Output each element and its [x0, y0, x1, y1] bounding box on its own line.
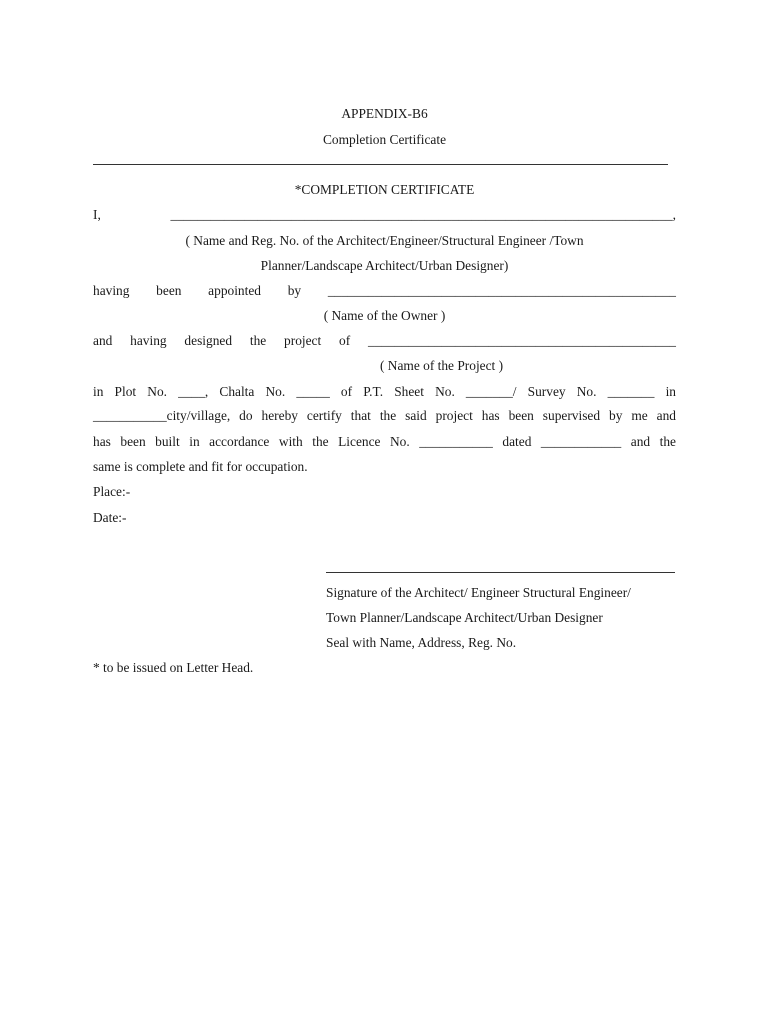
owner-line: having been appointed by ____________________________________________________: [93, 283, 676, 298]
project-line: and having designed the project of ______________________________________________: [93, 333, 676, 348]
document-subtitle: Completion Certificate: [322, 132, 447, 147]
completion-line: same is complete and fit for occupation.: [93, 459, 308, 474]
owner-note: ( Name of the Owner ): [323, 308, 446, 323]
licence-line: has been built in accordance with the Licence No. ___________ dated ____________ and the: [93, 434, 676, 449]
plot-line: in Plot No. ____, Chalta No. _____ of P.T. Sheet No. _______/ Survey No. _______ in: [93, 384, 676, 399]
city-line: ___________city/village, do hereby certify that the said project has been supervised by me and: [93, 408, 676, 423]
place-label: Place:-: [93, 484, 131, 499]
project-note: ( Name of the Project ): [380, 358, 504, 373]
signature-rule: [326, 572, 675, 573]
architect-name-note-cont: Planner/Landscape Architect/Urban Designer): [260, 258, 509, 273]
signature-caption-2: Town Planner/Landscape Architect/Urban Designer: [326, 610, 603, 625]
date-label: Date:-: [93, 510, 127, 525]
certificate-title: *COMPLETION CERTIFICATE: [294, 182, 475, 197]
architect-name-line: I, ___________________________________________________________________________,: [93, 207, 676, 222]
appendix-heading: APPENDIX-B6: [341, 106, 428, 121]
signature-caption-1: Signature of the Architect/ Engineer Structural Engineer/: [326, 585, 631, 600]
header-divider: [93, 164, 668, 165]
signature-caption-3: Seal with Name, Address, Reg. No.: [326, 635, 517, 650]
footnote: * to be issued on Letter Head.: [93, 660, 254, 675]
architect-name-note: ( Name and Reg. No. of the Architect/Engineer/Structural Engineer /Town: [185, 233, 584, 248]
